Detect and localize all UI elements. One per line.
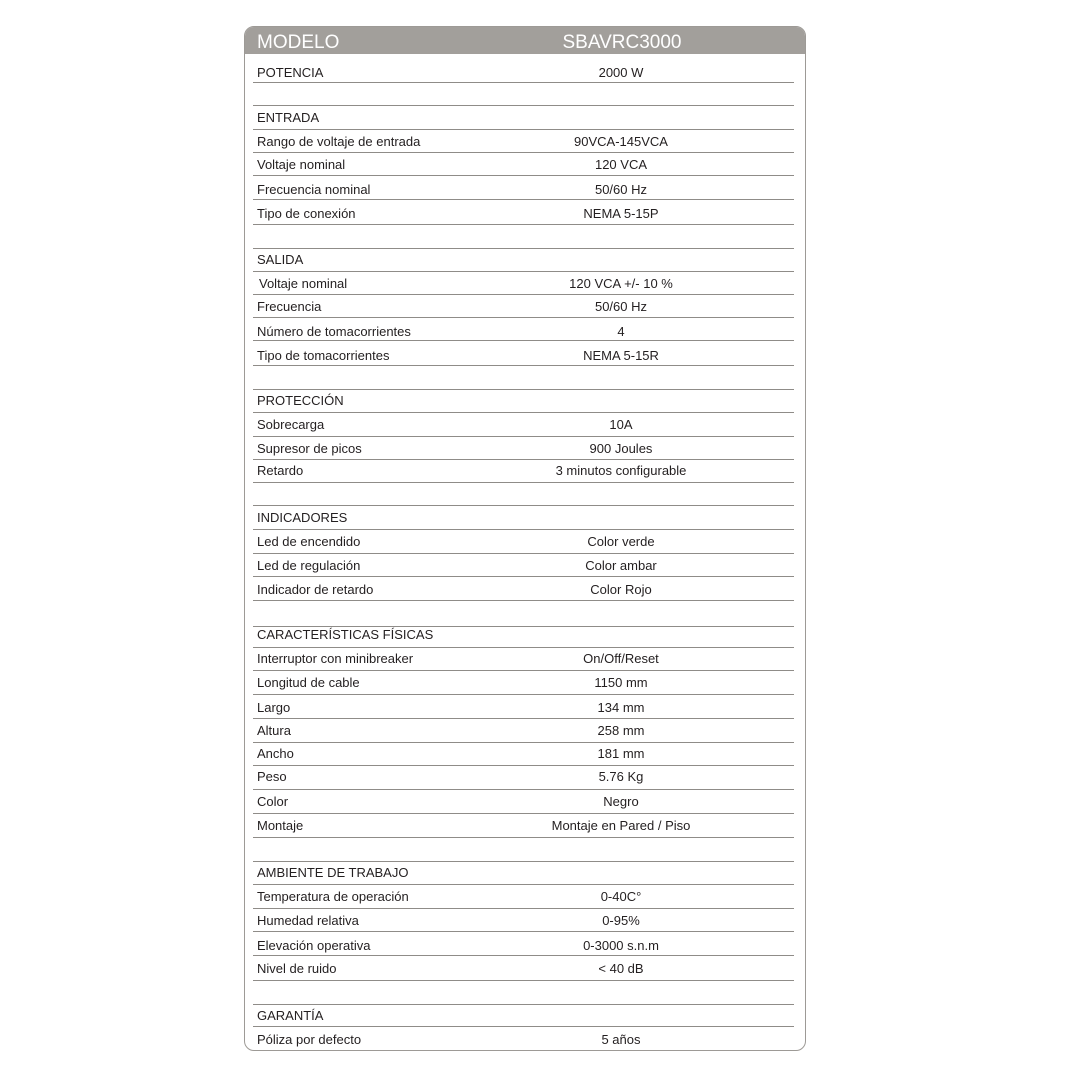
row-divider [253, 694, 794, 695]
row-divider [253, 908, 794, 909]
spec-row [253, 555, 794, 577]
section-title: SALIDA [257, 252, 304, 267]
section-title-salida [253, 249, 794, 271]
spec-value: 258 mm [597, 723, 645, 738]
spec-row [253, 935, 794, 957]
spec-row [253, 815, 794, 837]
section-title-entrada [253, 107, 794, 129]
row-divider [253, 553, 794, 554]
spec-value: < 40 dB [598, 961, 644, 976]
spec-label: Altura [257, 723, 291, 738]
spec-row [253, 531, 794, 553]
row-divider [253, 82, 794, 83]
row-divider [253, 837, 794, 838]
spec-value: Montaje en Pared / Piso [551, 818, 691, 833]
spec-label: Nivel de ruido [257, 961, 337, 976]
spec-row [253, 743, 794, 765]
spec-row [253, 438, 794, 460]
spec-value: 120 VCA [594, 157, 648, 172]
spec-value: 1150 mm [594, 675, 648, 690]
spec-label: Led de encendido [257, 534, 361, 549]
spec-value: 900 Joules [589, 441, 653, 456]
spec-label: Longitud de cable [257, 675, 360, 690]
row-divider [253, 199, 794, 200]
spec-row [253, 296, 794, 318]
row-divider [253, 813, 794, 814]
model-header [245, 27, 805, 54]
section-title: CARACTERÍSTICAS FÍSICAS [257, 627, 434, 642]
spec-row [253, 672, 794, 694]
spec-row [253, 273, 794, 295]
spec-value: Color Rojo [590, 582, 652, 597]
spec-row [253, 154, 794, 176]
model-label: MODELO [257, 32, 340, 53]
row-divider [253, 789, 794, 790]
spec-label: Tipo de conexión [257, 206, 356, 221]
row-divider [253, 224, 794, 225]
spec-value: NEMA 5-15R [583, 348, 659, 363]
row-divider [253, 271, 794, 272]
spec-row [253, 958, 794, 980]
row-divider [253, 129, 794, 130]
section-title-proteccion [253, 390, 794, 412]
spec-value: 50/60 Hz [594, 182, 648, 197]
spec-label: Humedad relativa [257, 913, 359, 928]
spec-label: Frecuencia nominal [257, 182, 371, 197]
spec-label: Largo [257, 700, 291, 715]
spec-row [253, 414, 794, 436]
row-divider [253, 718, 794, 719]
section-title: GARANTÍA [257, 1008, 324, 1023]
row-divider [253, 482, 794, 483]
spec-label: Indicador de retardo [257, 582, 374, 597]
spec-value: 2000 W [598, 65, 644, 80]
spec-row-potencia [253, 62, 794, 84]
spec-value: Negro [603, 794, 639, 809]
spec-label: Retardo [257, 463, 304, 478]
spec-row [253, 910, 794, 932]
spec-label: Montaje [257, 818, 304, 833]
spec-label: Frecuencia [257, 299, 322, 314]
spec-label: Supresor de picos [257, 441, 362, 456]
spec-label: Póliza por defecto [257, 1032, 362, 1047]
spec-label: Rango de voltaje de entrada [257, 134, 421, 149]
section-divider [253, 105, 794, 106]
spec-label: Temperatura de operación [257, 889, 409, 904]
spec-row [253, 766, 794, 788]
row-divider [253, 317, 794, 318]
section-title: PROTECCIÓN [257, 393, 344, 408]
spec-label: Número de tomacorrientes [257, 324, 411, 339]
spec-row [253, 697, 794, 719]
row-divider [253, 600, 794, 601]
spec-row [253, 720, 794, 742]
section-title: AMBIENTE DE TRABAJO [257, 865, 409, 880]
row-divider [253, 152, 794, 153]
spec-row [253, 345, 794, 367]
row-divider [253, 340, 794, 341]
section-title: ENTRADA [257, 110, 320, 125]
row-divider [253, 436, 794, 437]
spec-row [253, 460, 794, 482]
section-title-ambiente [253, 862, 794, 884]
section-title-indicadores [253, 507, 794, 529]
spec-row [253, 203, 794, 225]
spec-value: 134 mm [597, 700, 645, 715]
spec-label: Ancho [257, 746, 294, 761]
row-divider [253, 529, 794, 530]
row-divider [253, 365, 794, 366]
spec-value: 4 [617, 324, 625, 339]
row-divider [253, 955, 794, 956]
spec-value: 3 minutos configurable [555, 463, 687, 478]
section-title-garantia [253, 1005, 794, 1027]
spec-label: Sobrecarga [257, 417, 325, 432]
spec-value: 0-40C° [600, 889, 642, 904]
model-value: SBAVRC3000 [562, 32, 682, 53]
spec-value: Color ambar [585, 558, 657, 573]
spec-row [253, 131, 794, 153]
spec-label: POTENCIA [257, 65, 324, 80]
spec-value: 50/60 Hz [594, 299, 648, 314]
spec-value: 90VCA-145VCA [574, 134, 668, 149]
spec-value: 5.76 Kg [598, 769, 644, 784]
section-title-fisicas [253, 624, 794, 646]
spec-label: Interruptor con minibreaker [257, 651, 414, 666]
spec-value: 120 VCA +/- 10 % [569, 276, 673, 291]
spec-label: Led de regulación [257, 558, 361, 573]
spec-row [253, 886, 794, 908]
spec-row [253, 648, 794, 670]
spec-value: On/Off/Reset [583, 651, 659, 666]
row-divider [253, 670, 794, 671]
row-divider [253, 884, 794, 885]
row-divider [253, 294, 794, 295]
section-divider [253, 505, 794, 506]
spec-label: Voltaje nominal [257, 157, 346, 172]
spec-row [253, 179, 794, 201]
row-divider [253, 175, 794, 176]
spec-label: Peso [257, 769, 287, 784]
spec-label: Tipo de tomacorrientes [257, 348, 390, 363]
spec-value: 10A [609, 417, 633, 432]
spec-row [253, 1029, 794, 1051]
spec-label: Voltaje nominal [259, 276, 348, 291]
spec-value: 181 mm [597, 746, 645, 761]
spec-row [253, 791, 794, 813]
spec-value: 0-3000 s.n.m [583, 938, 659, 953]
row-divider [253, 412, 794, 413]
spec-label: Elevación operativa [257, 938, 371, 953]
spec-label: Color [257, 794, 289, 809]
row-divider [253, 980, 794, 981]
row-divider [253, 1026, 794, 1027]
spec-value: 0-95% [602, 913, 640, 928]
row-divider [253, 931, 794, 932]
spec-value: NEMA 5-15P [583, 206, 659, 221]
spec-value: 5 años [601, 1032, 641, 1047]
spec-row [253, 579, 794, 601]
spec-value: Color verde [587, 534, 655, 549]
row-divider [253, 576, 794, 577]
section-title: INDICADORES [257, 510, 348, 525]
